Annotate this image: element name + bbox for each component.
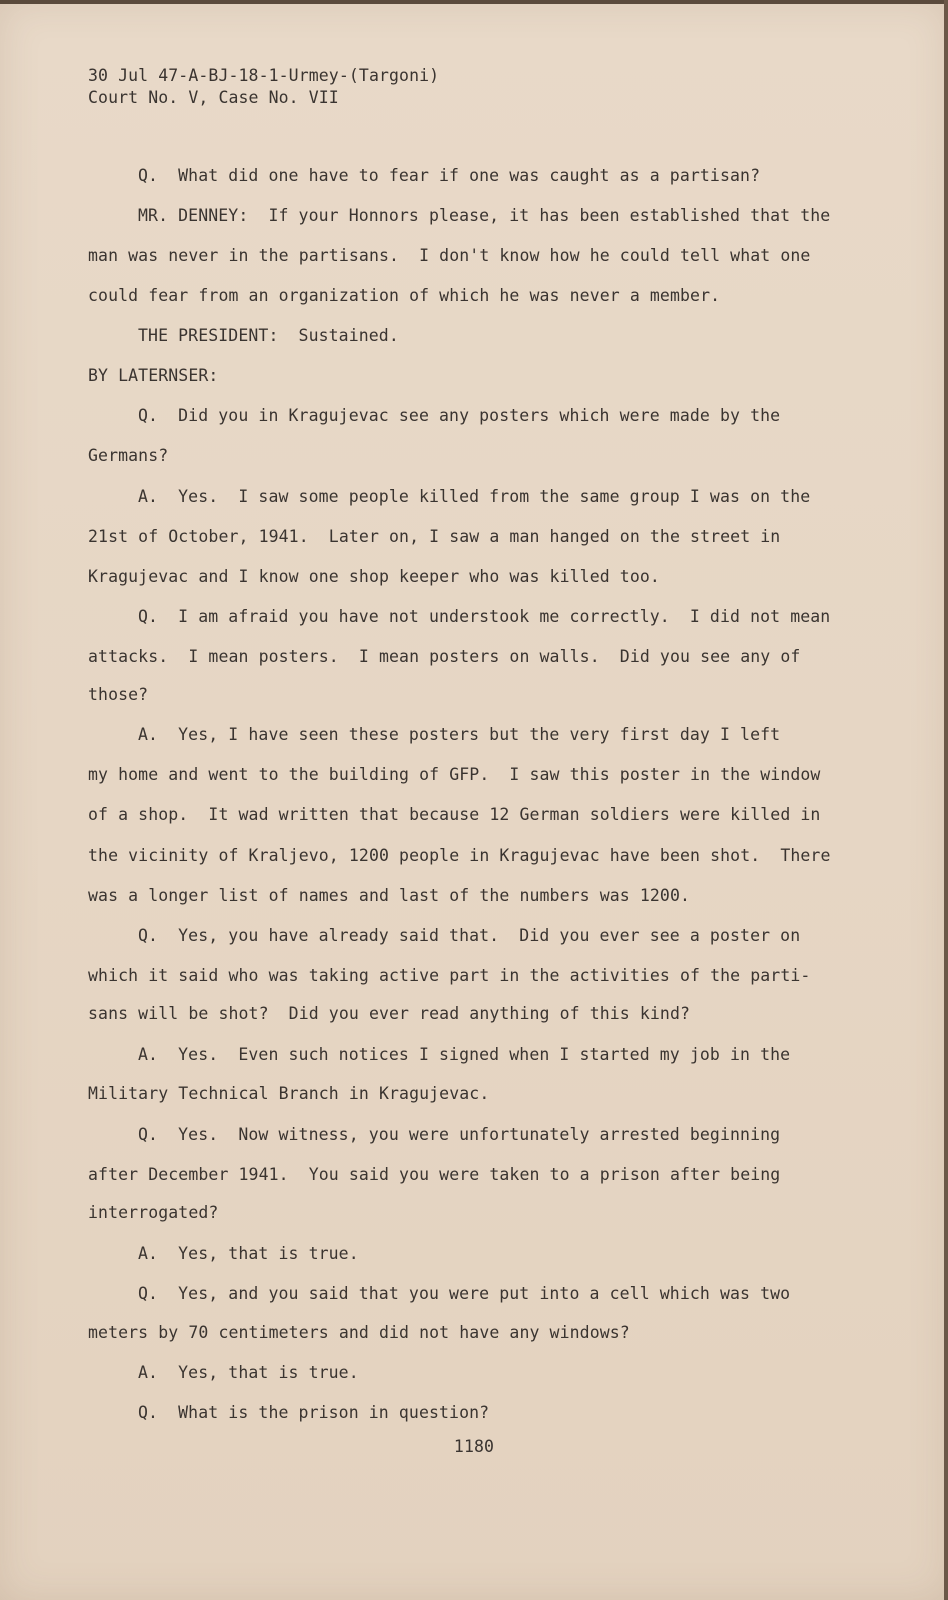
transcript-line: Kragujevac and I know one shop keeper who was killed too. [88, 567, 660, 586]
page-edge-top [0, 0, 948, 4]
transcript-line: after December 1941. You said you were taken to a prison after being [88, 1165, 781, 1184]
transcript-line: BY LATERNSER: [88, 366, 219, 385]
transcript-line: sans will be shot? Did you ever read anything of this kind? [88, 1004, 691, 1023]
transcript-line: the vicinity of Kraljevo, 1200 people in Kragujevac have been shot. There [88, 846, 831, 865]
header-court-line: Court No. V, Case No. VII [88, 88, 339, 107]
transcript-line: A. Yes, that is true. [138, 1244, 359, 1263]
header-reference-line: 30 Jul 47-A-BJ-18-1-Urmey-(Targoni) [88, 66, 440, 85]
transcript-line: A. Yes. I saw some people killed from the same group I was on the [138, 487, 811, 506]
transcript-line: attacks. I mean posters. I mean posters on walls. Did you see any of [88, 647, 801, 666]
page-number: 1180 [453, 1437, 495, 1456]
transcript-line: A. Yes, that is true. [138, 1363, 359, 1382]
transcript-line: those? [88, 685, 149, 704]
transcript-line: interrogated? [88, 1203, 219, 1222]
transcript-line: Q. Yes. Now witness, you were unfortunately arrested beginning [138, 1125, 781, 1144]
transcript-line: A. Yes, I have seen these posters but the very first day I left [138, 725, 781, 744]
transcript-line: Germans? [88, 446, 169, 465]
transcript-line: man was never in the partisans. I don't know how he could tell what one [88, 246, 811, 265]
transcript-line: A. Yes. Even such notices I signed when I started my job in the [138, 1045, 791, 1064]
transcript-line: could fear from an organization of which he was never a member. [88, 286, 721, 305]
transcript-line: of a shop. It wad written that because 12 German soldiers were killed in [88, 805, 821, 824]
transcript-line: Q. What did one have to fear if one was caught as a partisan? [138, 166, 761, 185]
transcript-line: MR. DENNEY: If your Honnors please, it has been established that the [138, 206, 831, 225]
transcript-line: THE PRESIDENT: Sustained. [138, 326, 399, 345]
transcript-line: Military Technical Branch in Kragujevac. [88, 1084, 490, 1103]
transcript-line: which it said who was taking active part in the activities of the parti- [88, 966, 811, 985]
page-edge-right [944, 0, 948, 1600]
transcript-line: Q. Yes, and you said that you were put into a cell which was two [138, 1284, 791, 1303]
transcript-line: was a longer list of names and last of the numbers was 1200. [88, 886, 691, 905]
transcript-line: Q. I am afraid you have not understook me correctly. I did not mean [138, 607, 831, 626]
transcript-line: Q. Did you in Kragujevac see any posters which were made by the [138, 406, 781, 425]
transcript-line: meters by 70 centimeters and did not have any windows? [88, 1323, 630, 1342]
transcript-line: Q. What is the prison in question? [138, 1403, 490, 1422]
transcript-line: Q. Yes, you have already said that. Did you ever see a poster on [138, 926, 801, 945]
transcript-line: my home and went to the building of GFP. I saw this poster in the window [88, 765, 821, 784]
transcript-line: 21st of October, 1941. Later on, I saw a man hanged on the street in [88, 527, 781, 546]
